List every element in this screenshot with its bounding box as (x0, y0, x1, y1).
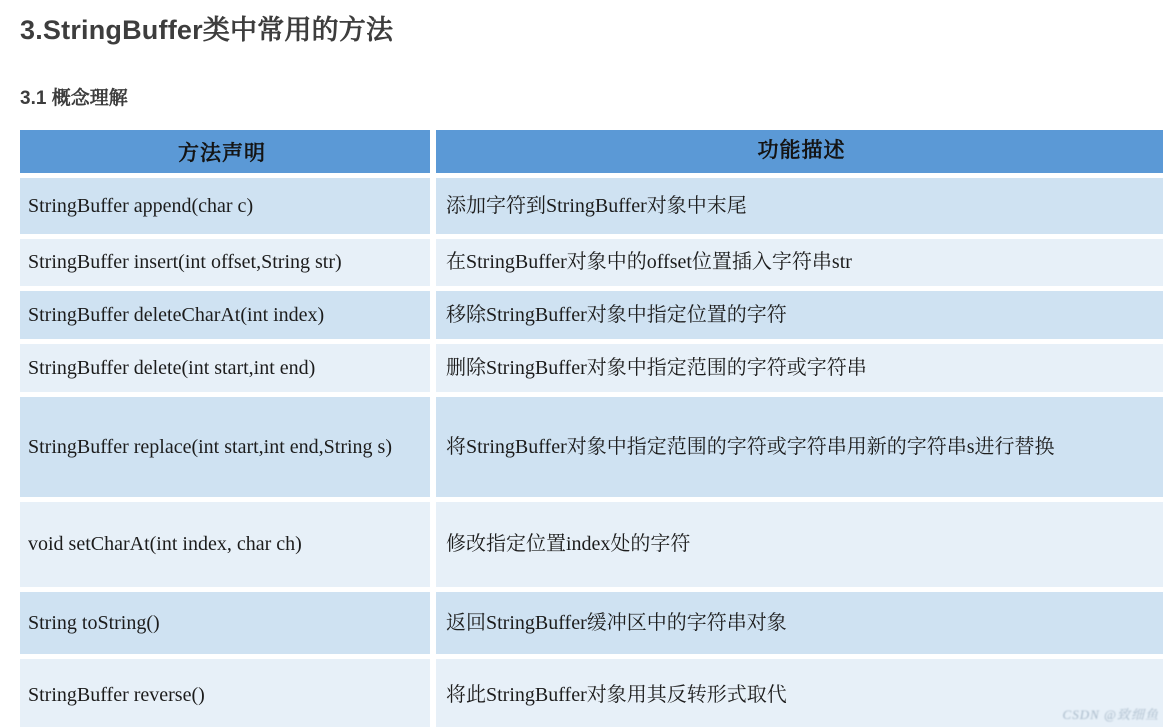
method-text: StringBuffer deleteCharAt(int index) (28, 303, 325, 326)
description-cell (436, 502, 1163, 587)
method-cell (20, 592, 430, 654)
description-cell (436, 659, 1163, 727)
table-header-row (20, 130, 1163, 173)
method-text: StringBuffer replace(int start,int end,String s) (28, 435, 392, 458)
method-cell (20, 344, 430, 392)
method-text: StringBuffer reverse() (28, 683, 205, 706)
table-row (20, 291, 1163, 339)
method-text: StringBuffer delete(int start,int end) (28, 356, 316, 379)
table-row (20, 239, 1163, 286)
description-text: 移除StringBuffer对象中指定位置的字符 (446, 303, 787, 326)
method-cell (20, 178, 430, 234)
method-text: String toString() (28, 611, 160, 634)
description-text: 修改指定位置index处的字符 (446, 533, 691, 555)
method-text: StringBuffer append(char c) (28, 194, 254, 217)
header-method-label: 方法声明 (178, 141, 266, 165)
description-cell (436, 239, 1163, 286)
table-row (20, 659, 1163, 727)
header-method-declaration (20, 130, 430, 173)
page-title: 3.StringBuffer类中常用的方法 (20, 15, 394, 45)
description-text: 在StringBuffer对象中的offset位置插入字符串str (446, 251, 852, 273)
description-text: 返回StringBuffer缓冲区中的字符串对象 (446, 611, 787, 634)
method-cell (20, 239, 430, 286)
method-text: StringBuffer insert(int offset,String str) (28, 251, 342, 273)
method-cell (20, 659, 430, 727)
method-cell (20, 291, 430, 339)
csdn-watermark: CSDN @致细鱼 (1062, 707, 1159, 722)
stringbuffer-methods-table (20, 130, 1163, 727)
table-row (20, 502, 1163, 587)
description-text: 将StringBuffer对象中指定范围的字符或字符串用新的字符串s进行替换 (446, 435, 1055, 458)
header-description-label: 功能描述 (757, 139, 846, 163)
description-cell (436, 291, 1163, 339)
description-text: 删除StringBuffer对象中指定范围的字符或字符串 (446, 356, 867, 379)
description-cell (436, 344, 1163, 392)
table-row (20, 178, 1163, 234)
method-text: void setCharAt(int index, char ch) (28, 533, 302, 555)
table-row (20, 344, 1163, 392)
table-row (20, 592, 1163, 654)
method-cell (20, 502, 430, 587)
description-cell (436, 592, 1163, 654)
description-text: 添加字符到StringBuffer对象中末尾 (446, 194, 747, 217)
description-cell (436, 397, 1163, 497)
description-text: 将此StringBuffer对象用其反转形式取代 (446, 683, 787, 706)
table-row (20, 397, 1163, 497)
section-subtitle: 3.1 概念理解 (20, 88, 128, 109)
header-function-description (436, 130, 1163, 173)
description-cell (436, 178, 1163, 234)
method-cell (20, 397, 430, 497)
